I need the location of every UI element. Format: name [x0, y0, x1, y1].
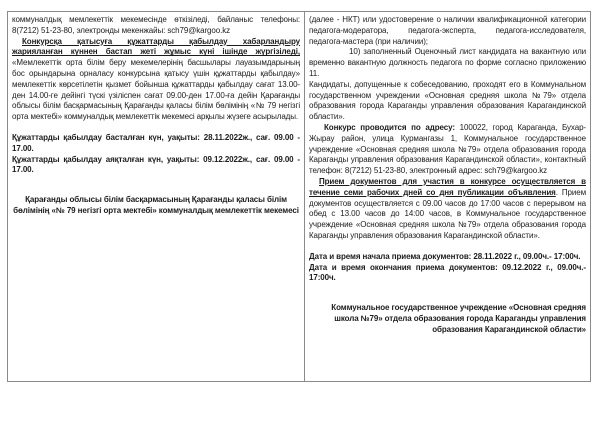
- deadline-highlight-kk: Конкурсқа қатысуға құжаттарды қабылдау хабарландыру жарияланған күннен бастап жеті жұмыс күні ішінде жүргізіледі,: [12, 36, 300, 57]
- announcement-table: [7, 11, 591, 382]
- paragraph-contact-kk: коммуналдық мемлекеттік мекемесінде өткізіледі, байланыс телефоны: 8(7212) 51-23-80, электронды мекенжайы: sch79@kargoo.kz: [12, 15, 300, 35]
- paragraph-organization-kk: Қарағанды облысы білім басқармасының Қарағанды қаласы білім бөлімінің «№ 79 негізгі орта мектебі» коммуналдық мемлекеттік мекемесі: [13, 195, 299, 215]
- address-details-ru: 100022, город Караганда, Бухар-Жырау район, улица Курмангазы 1, Коммунальное государственное учреждение «Основная средняя школа №79» отдела образования города Караганды управления образования Карагандинской области», контактный телефон: 8(7212) 51-23-80, электронный адрес: sch79@kargoo.kz: [309, 122, 586, 176]
- paragraph-deadline-kk: [12, 37, 300, 123]
- address-heading-ru: Конкурс проводится по адресу:: [324, 122, 455, 132]
- acceptance-details-ru: . Прием документов осуществляется с 09.00 часов до 17:00 часов с перерывом на обед с 13.00 часов до 14:00 часов, в Коммунальное государственное учреждение «Основная средняя школа №79» отдела образования города Караганды управления образования Карагандинской области».: [309, 187, 586, 240]
- paragraph-start-date-ru: Дата и время начала приема документов: 28.11.2022 г., 09.00ч.- 17:00ч.: [309, 251, 581, 261]
- paragraph-end-date-ru: Дата и время окончания приема документов: 09.12.2022 г., 09.00ч.- 17:00ч.: [309, 262, 586, 283]
- deadline-details-kk: «Мемлекеттік орта білім беру мекемелерінің басшылары лауазымдарының бос орындарына орналасу конкурсына қатысу үшін құжаттарды қабылдау» мемлекеттік көрсетілетін қызмет бойынша құжаттарды қабылдау сағат 13.00-ден 14.00-ге дейінгі түскі үзіліспен сағат 09.00-ден 17.00-ға дейін Қарағанды облысы білім басқармасының Қарағанды қаласы білім бөлімінің «№ 79 негізгі орта мектебі» коммуналдық мемлекеттік мекемесі арқылы жүзеге асырылады.: [12, 58, 300, 122]
- paragraph-address-ru: [309, 123, 586, 177]
- paragraph-item10-ru: 10) заполненный Оценочный лист кандидата на вакантную или временно вакантную должность педагога по форме согласно приложению 11.: [309, 47, 586, 78]
- paragraph-acceptance-ru: [309, 177, 586, 242]
- russian-column: [305, 12, 590, 381]
- paragraph-organization-ru: Коммунальное государственное учреждение «Основная средняя школа №79» отдела образования города Караганды управления образования Карагандинской области»: [331, 303, 586, 334]
- paragraph-start-date-kk: Құжаттарды қабылдау басталған күн, уақыты: 28.11.2022ж., сағ. 09.00 - 17.00.: [12, 132, 300, 153]
- paragraph-qualification-ru: (далее - НКТ) или удостоверение о наличии квалификационной категории педагога-модератора, педагога-эксперта, педагога-исследователя, педагога-мастера (при наличии);: [309, 15, 586, 46]
- paragraph-candidates-ru: Кандидаты, допущенные к собеседованию, проходят его в Коммунальном государственном учреждении «Основная средняя школа №79» отдела образования города Караганды управления образования Карагандинской области».: [309, 79, 586, 122]
- paragraph-end-date-kk: Құжаттарды қабылдау аяқталған күн, уақыты: 09.12.2022ж., сағ. 09.00 - 17.00.: [12, 154, 300, 175]
- acceptance-highlight-ru: Прием документов для участия в конкурсе осуществляется в течение семи рабочих дней со дня публикации объявления: [309, 176, 586, 197]
- kazakh-column: [8, 12, 305, 381]
